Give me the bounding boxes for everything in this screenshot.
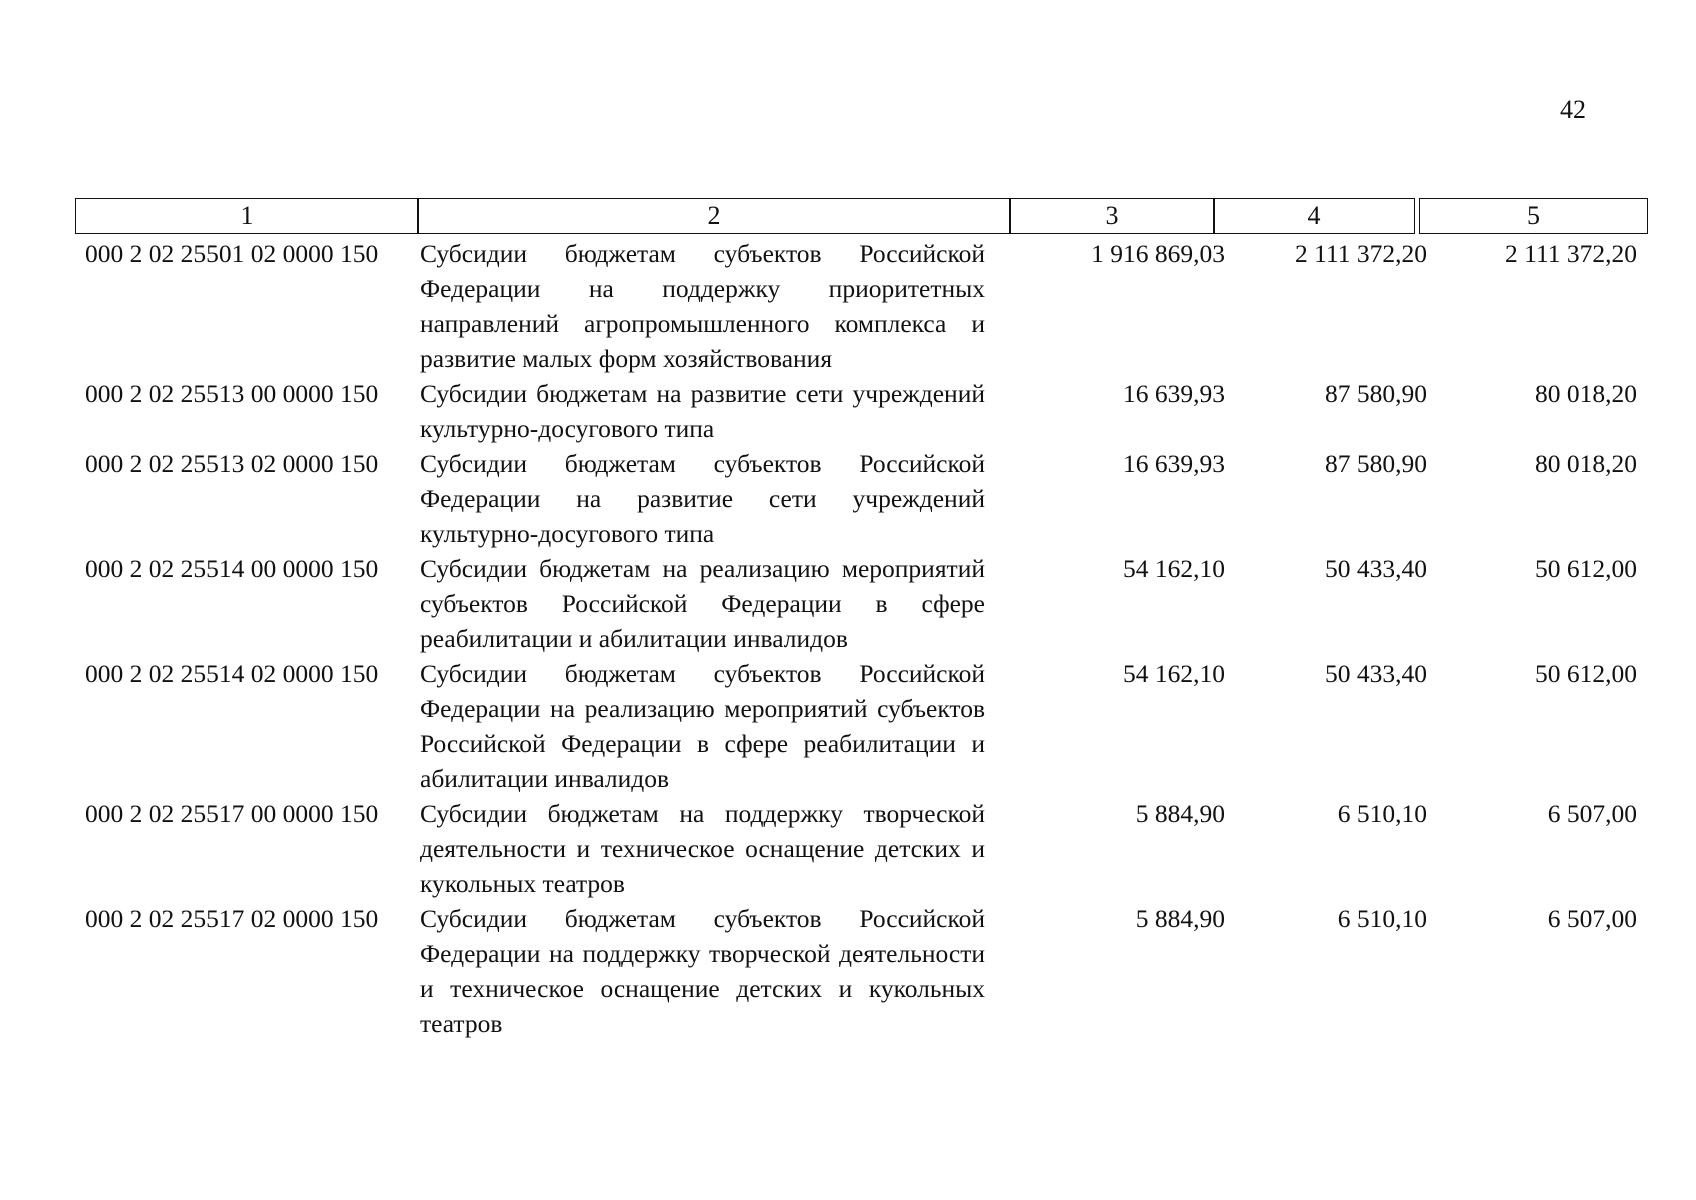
- table-body: [85, 236, 1645, 1041]
- amount-col-3: 5 884,90: [1135, 799, 1225, 828]
- amount-col-3: 54 162,10: [1123, 554, 1225, 583]
- budget-code: 000 2 02 25501 02 0000 150: [85, 239, 379, 268]
- budget-code: 000 2 02 25514 00 0000 150: [85, 554, 379, 583]
- amount-col-4: 2 111 372,20: [1295, 239, 1427, 268]
- amount-col-5: 80 018,20: [1535, 449, 1637, 478]
- amount-col-4: 6 510,10: [1337, 799, 1427, 828]
- amount-col-4: 87 580,90: [1325, 379, 1427, 408]
- amount-col-5: 80 018,20: [1535, 379, 1637, 408]
- amount-col-3: 16 639,93: [1123, 379, 1225, 408]
- revenue-name: Субсидии бюджетам на развитие сети учреждений культурно-досугового типа: [420, 379, 985, 443]
- table-row: [85, 901, 1645, 1041]
- amount-col-3: 16 639,93: [1123, 449, 1225, 478]
- table-row: [85, 796, 1645, 901]
- revenue-name: Субсидии бюджетам на поддержку творческой деятельности и техническое оснащение детских и кукольных театров: [420, 799, 985, 898]
- table-header: [75, 198, 1648, 236]
- table-row: [85, 446, 1645, 551]
- budget-code: 000 2 02 25513 00 0000 150: [85, 379, 379, 408]
- budget-code: 000 2 02 25517 02 0000 150: [85, 904, 379, 933]
- header-col-5: 5: [1419, 198, 1648, 234]
- amount-col-5: 2 111 372,20: [1505, 239, 1637, 268]
- table-row: [85, 656, 1645, 796]
- revenue-name: Субсидии бюджетам субъектов Российской Федерации на поддержку творческой деятельности и техническое оснащение детских и кукольных театров: [420, 904, 985, 1038]
- budget-code: 000 2 02 25514 02 0000 150: [85, 659, 379, 688]
- amount-col-4: 50 433,40: [1325, 554, 1427, 583]
- revenue-name: Субсидии бюджетам на реализацию мероприятий субъектов Российской Федерации в сфере реабилитации и абилитации инвалидов: [420, 554, 985, 653]
- table-row: [85, 551, 1645, 656]
- amount-col-5: 6 507,00: [1547, 799, 1637, 828]
- amount-col-5: 6 507,00: [1547, 904, 1637, 933]
- amount-col-5: 50 612,00: [1535, 659, 1637, 688]
- amount-col-4: 6 510,10: [1337, 904, 1427, 933]
- header-col-4: 4: [1213, 198, 1415, 234]
- header-col-1: 1: [75, 198, 419, 234]
- revenue-name: Субсидии бюджетам субъектов Российской Федерации на реализацию мероприятий субъектов Российской Федерации в сфере реабилитации и абилитации инвалидов: [420, 659, 985, 793]
- amount-col-4: 87 580,90: [1325, 449, 1427, 478]
- amount-col-4: 50 433,40: [1325, 659, 1427, 688]
- amount-col-3: 54 162,10: [1123, 659, 1225, 688]
- amount-col-3: 5 884,90: [1135, 904, 1225, 933]
- revenue-name: Субсидии бюджетам субъектов Российской Федерации на развитие сети учреждений культурно-досугового типа: [420, 449, 985, 548]
- page-number: 42: [1560, 95, 1586, 124]
- amount-col-5: 50 612,00: [1535, 554, 1637, 583]
- budget-code: 000 2 02 25513 02 0000 150: [85, 449, 379, 478]
- header-col-3: 3: [1009, 198, 1215, 234]
- revenue-name: Субсидии бюджетам субъектов Российской Федерации на поддержку приоритетных направлений агропромышленного комплекса и развитие малых форм хозяйствования: [420, 239, 985, 373]
- table-row: [85, 236, 1645, 376]
- budget-code: 000 2 02 25517 00 0000 150: [85, 799, 379, 828]
- table-row: [85, 376, 1645, 446]
- header-col-2: 2: [417, 198, 1011, 234]
- amount-col-3: 1 916 869,03: [1091, 239, 1225, 268]
